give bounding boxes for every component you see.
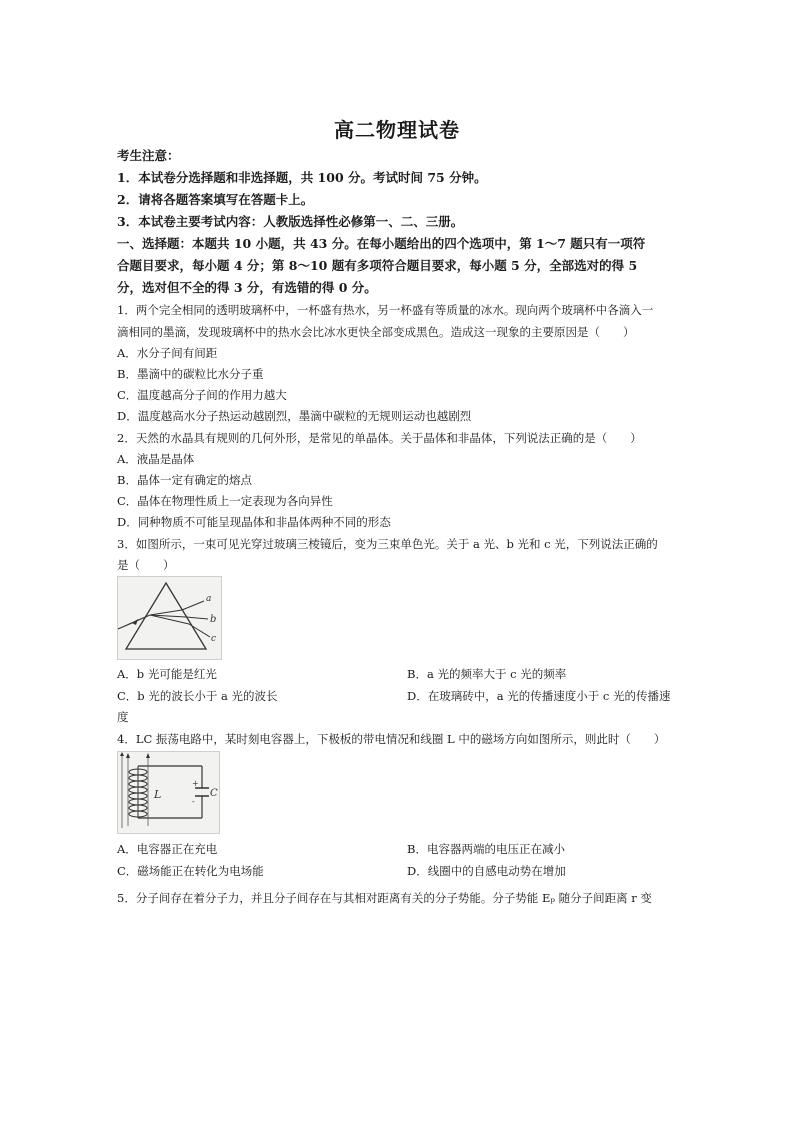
q2-option-c: C．晶体在物理性质上一定表现为各向异性 (117, 494, 333, 508)
q1-stem-line-2: 滴相同的墨滴，发现玻璃杯中的热水会比冰水更快全部变成黑色。造成这一现象的主要原因是（ ） (117, 325, 635, 339)
notice-heading: 考生注意： (117, 148, 180, 163)
section1-line-1: 一、选择题：本题共 10 小题，共 43 分。在每小题给出的四个选项中，第 1～7 题只有一项符 (117, 236, 646, 251)
q4-option-a: A．电容器正在充电 (117, 842, 218, 856)
notice-item-3: 3．本试卷主要考试内容：人教版选择性必修第一、二、三册。 (117, 214, 464, 229)
prism-figure (117, 576, 222, 660)
q3-label-a: a (206, 594, 212, 604)
q3-option-d: D．在玻璃砖中，a 光的传播速度小于 c 光的传播速 (407, 689, 671, 703)
q1-option-d: D．温度越高水分子热运动越剧烈，墨滴中碳粒的无规则运动也越剧烈 (117, 409, 472, 423)
q4-option-d: D．线圈中的自感电动势在增加 (407, 864, 566, 878)
q2-option-b: B．晶体一定有确定的熔点 (117, 473, 252, 487)
q3-option-c: C．b 光的波长小于 a 光的波长 (117, 689, 278, 703)
page-title: 高二物理试卷 (334, 118, 460, 142)
q4-plus-sign: + (192, 779, 199, 788)
q1-option-b: B．墨滴中的碳粒比水分子重 (117, 367, 264, 381)
q4-option-b: B．电容器两端的电压正在减小 (407, 842, 565, 856)
q2-stem: 2．天然的水晶具有规则的几何外形，是常见的单晶体。关于晶体和非晶体，下列说法正确的是（ ） (117, 431, 642, 445)
q4-minus-sign: - (192, 797, 195, 806)
q2-option-d: D．同种物质不可能呈现晶体和非晶体两种不同的形态 (117, 515, 391, 529)
section1-line-2: 合题目要求，每小题 4 分；第 8～10 题有多项符合题目要求，每小题 5 分，全部选对的得 5 (117, 258, 638, 273)
q3-label-b: b (210, 614, 217, 625)
q3-option-d-tail: 度 (117, 710, 129, 724)
q1-option-c: C．温度越高分子间的作用力越大 (117, 388, 287, 402)
q3-option-b: B．a 光的频率大于 c 光的频率 (407, 667, 567, 681)
lc-circuit-figure (117, 751, 220, 834)
q1-stem-line-1: 1．两个完全相同的透明玻璃杯中，一杯盛有热水，另一杯盛有等质量的冰水。现向两个玻璃杯中各滴入一 (117, 303, 654, 317)
q4-stem: 4．LC 振荡电路中，某时刻电容器上，下极板的带电情况和线圈 L 中的磁场方向如图所示，则此时（ ） (117, 732, 666, 746)
q4-label-l: L (154, 788, 162, 801)
q3-stem-line-2: 是（ ） (117, 558, 175, 572)
notice-item-1: 1．本试卷分选择题和非选择题，共 100 分。考试时间 75 分钟。 (117, 170, 487, 185)
q3-option-a: A．b 光可能是红光 (117, 667, 217, 681)
q4-label-c: C (210, 788, 218, 799)
q3-label-c: c (211, 634, 217, 644)
q1-option-a: A．水分子间有间距 (117, 346, 218, 360)
q5-stem: 5．分子间存在着分子力，并且分子间存在与其相对距离有关的分子势能。分子势能 Eₚ 随分子间距离 r 变 (117, 891, 652, 905)
section1-line-3: 分，选对但不全的得 3 分，有选错的得 0 分。 (117, 280, 377, 295)
q3-stem-line-1: 3．如图所示，一束可见光穿过玻璃三棱镜后，变为三束单色光。关于 a 光、b 光和 c 光，下列说法正确的 (117, 537, 658, 551)
q4-option-c: C．磁场能正在转化为电场能 (117, 864, 264, 878)
notice-item-2: 2．请将各题答案填写在答题卡上。 (117, 192, 314, 207)
q2-option-a: A．液晶是晶体 (117, 452, 195, 466)
